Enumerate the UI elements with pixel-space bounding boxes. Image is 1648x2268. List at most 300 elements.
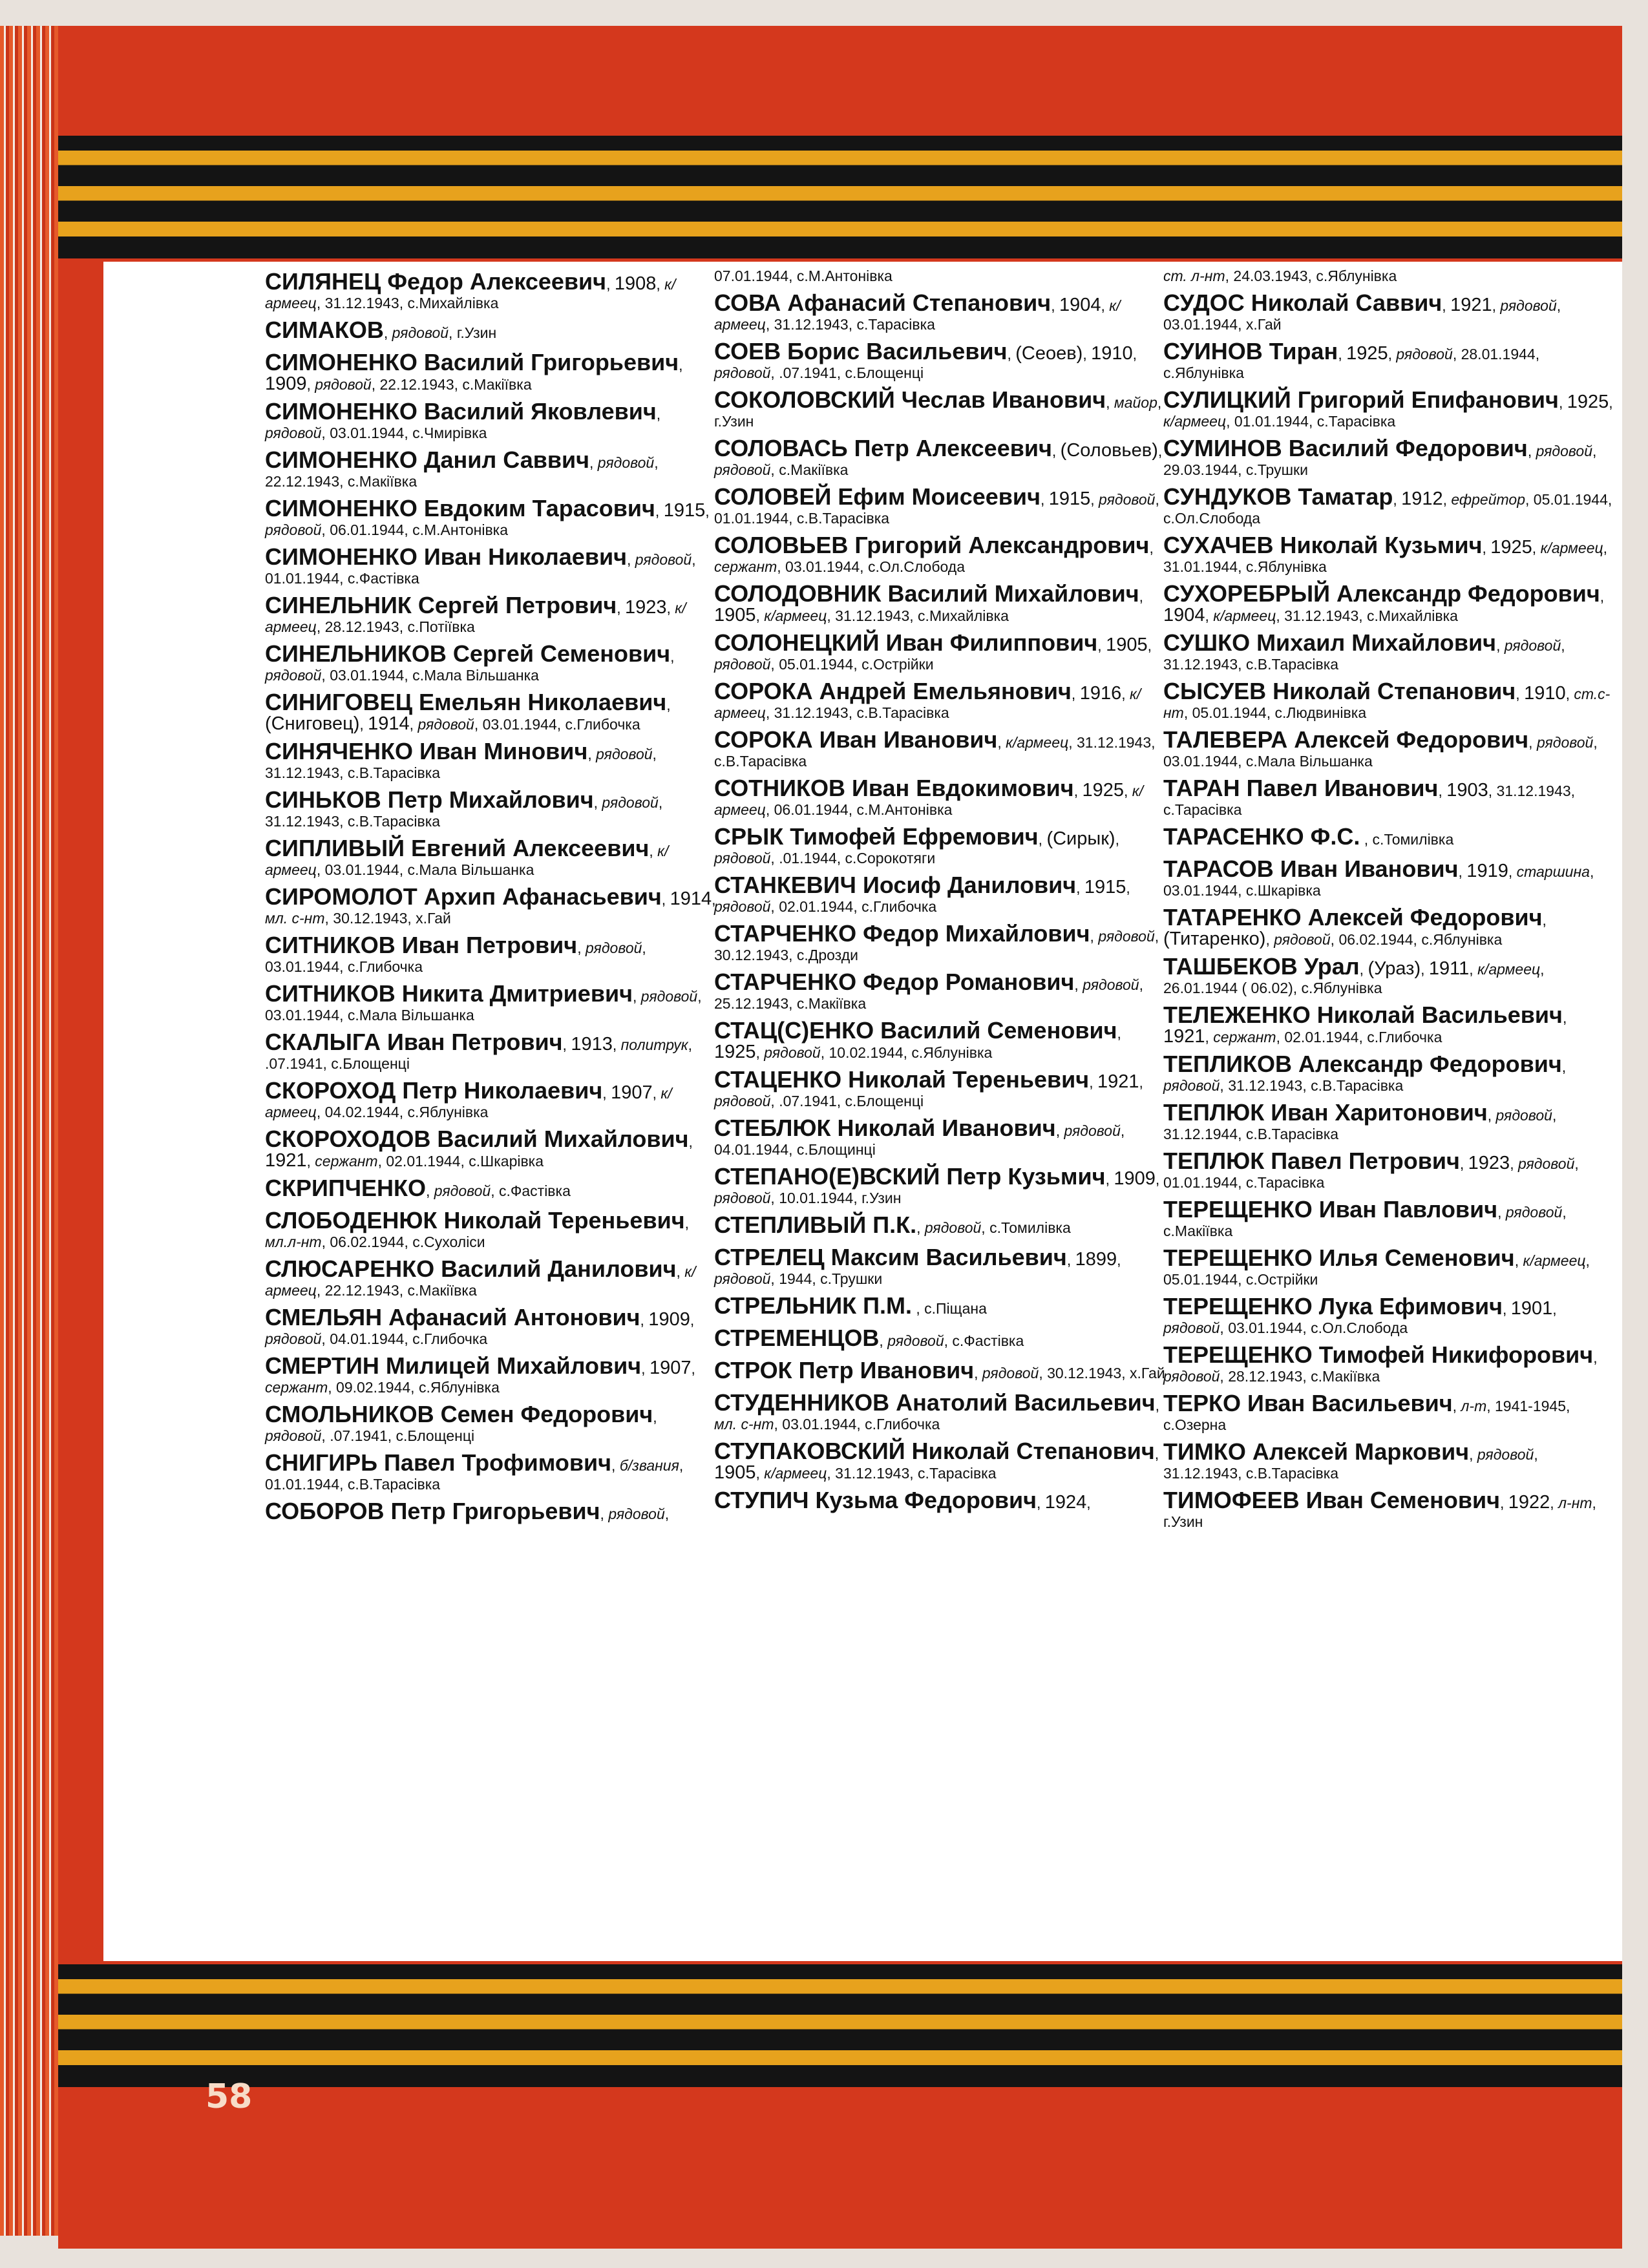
military-rank: рядовой bbox=[586, 940, 642, 956]
military-rank: ефрейтор bbox=[1451, 491, 1525, 508]
death-details: 03.01.1944, с.Мала Вільшанка bbox=[1163, 753, 1373, 770]
person-name: СИМОНЕНКО Иван Николаевич bbox=[265, 543, 627, 570]
military-rank: сержант bbox=[315, 1153, 378, 1170]
person-name: СУДОС Николай Саввич bbox=[1163, 289, 1442, 316]
person-name: СИМОНЕНКО Василий Яковлевич bbox=[265, 398, 657, 425]
person-entry: ТЕПЛЮК Иван Харитонович, рядовой, 31.12.1944, с.В.Тарасівка bbox=[1163, 1099, 1557, 1142]
person-entry: СУХОРЕБРЫЙ Александр Федорович, 1904, к/армеец, 31.12.1943, с.Михайлівка bbox=[1163, 580, 1605, 625]
person-name: ТЕПЛЮК Иван Харитонович bbox=[1163, 1099, 1488, 1126]
person-name: ТИМКО Алексей Маркович bbox=[1163, 1438, 1470, 1465]
death-details: 03.01.1944, с.Мала Вільшанка bbox=[324, 861, 534, 878]
person-entry: ТЕРЕЩЕНКО Илья Семенович, к/армеец, 05.01.1944, с.Острійки bbox=[1163, 1244, 1590, 1288]
person-name: СИНИГОВЕЦ Емельян Николаевич bbox=[265, 689, 667, 715]
death-details: 31.12.1943, с.Тарасівка bbox=[774, 316, 935, 333]
death-details: 31.12.1943, с.В.Тарасівка bbox=[1228, 1077, 1404, 1094]
person-name: СИТНИКОВ Иван Петрович bbox=[265, 932, 578, 958]
death-details: 03.01.1944, с.Глибочка bbox=[482, 716, 640, 733]
military-rank: рядовой bbox=[1477, 1446, 1534, 1463]
person-entry: ТАРАН Павел Иванович, 1903, 31.12.1943, с.Тарасівка bbox=[1163, 775, 1576, 818]
person-name: ТАРАСОВ Иван Иванович bbox=[1163, 856, 1459, 882]
military-rank: рядовой bbox=[1098, 928, 1155, 945]
death-details: 24.03.1943, с.Яблунівка bbox=[1233, 268, 1397, 284]
person-alias: (Соловьев) bbox=[1060, 440, 1158, 461]
person-entry: СТАЦЕНКО Николай Тереньевич, 1921, рядовой, .07.1941, с.Блощенці bbox=[714, 1066, 1143, 1109]
military-rank: рядовой bbox=[1274, 931, 1331, 948]
military-rank: рядовой bbox=[714, 898, 771, 915]
death-details: 02.01.1944, с.Глибочка bbox=[1284, 1029, 1442, 1045]
birth-year: 1925 bbox=[1346, 343, 1388, 364]
person-name: СОЛОДОВНИК Василий Михайлович bbox=[714, 580, 1139, 607]
person-entry: ТИМОФЕЕВ Иван Семенович, 1922, л-нт, г.Узин bbox=[1163, 1487, 1596, 1530]
military-rank: рядовой bbox=[924, 1219, 982, 1236]
person-name: СТУПИЧ Кузьма Федорович bbox=[714, 1487, 1037, 1513]
birth-year: 1915 bbox=[1084, 877, 1126, 898]
death-details: 02.01.1944, с.Шкарівка bbox=[386, 1153, 544, 1170]
person-name: СТЕБЛЮК Николай Иванович bbox=[714, 1115, 1056, 1141]
person-name: СТАЦ(С)ЕНКО Василий Семенович bbox=[714, 1017, 1117, 1044]
person-entry: ТЕРЕЩЕНКО Иван Павлович, рядовой, с.Макіївка bbox=[1163, 1196, 1567, 1239]
military-rank: сержант bbox=[714, 558, 777, 575]
person-name: СЫСУЕВ Николай Степанович bbox=[1163, 678, 1516, 704]
person-name: СОБОРОВ Петр Григорьевич bbox=[265, 1498, 600, 1524]
birth-year: 1905 bbox=[714, 605, 756, 625]
person-entry: СИМАКОВ, рядовой, г.Узин bbox=[265, 317, 497, 343]
person-entry: СТАНКЕВИЧ Иосиф Данилович, 1915, рядовой, 02.01.1944, с.Глибочка bbox=[714, 872, 1130, 915]
person-alias: (Титаренко) bbox=[1163, 929, 1266, 949]
person-name: СУХОРЕБРЫЙ Александр Федорович bbox=[1163, 580, 1600, 607]
military-rank: рядовой bbox=[434, 1182, 491, 1199]
birth-year: 1914 bbox=[368, 713, 410, 734]
person-name: СОРОКА Андрей Емельянович bbox=[714, 678, 1072, 704]
birth-year: 1910 bbox=[1524, 683, 1566, 704]
birth-year: 1911 bbox=[1428, 958, 1470, 979]
person-name: СИТНИКОВ Никита Дмитриевич bbox=[265, 980, 633, 1007]
person-entry: СОВА Афанасий Степанович, 1904, к/армеец, 31.12.1943, с.Тарасівка bbox=[714, 289, 1121, 333]
person-entry: СОЛОВЬЕВ Григорий Александрович, сержант, 03.01.1944, с.Ол.Слобода bbox=[714, 532, 1154, 575]
birth-year: 1915 bbox=[663, 500, 706, 521]
birth-year: 1916 bbox=[1079, 683, 1122, 704]
death-details: 09.02.1944, с.Яблунівка bbox=[336, 1379, 500, 1396]
death-details: 28.12.1943, с.Макіївка bbox=[1228, 1368, 1380, 1385]
person-name: СМЕЛЬЯН Афанасий Антонович bbox=[265, 1304, 640, 1330]
person-entry: СОТНИКОВ Иван Евдокимович, 1925, к/армеец, 06.01.1944, с.М.Антонівка bbox=[714, 775, 1144, 818]
person-name: СОЛОВЬЕВ Григорий Александрович bbox=[714, 532, 1150, 558]
death-details: 04.02.1944, с.Яблунівка bbox=[324, 1104, 489, 1120]
death-details: 01.01.1944, с.Тарасівка bbox=[1163, 1174, 1325, 1191]
birth-year: 1908 bbox=[614, 273, 657, 294]
person-name: ТАШБЕКОВ Урал bbox=[1163, 953, 1360, 980]
birth-year: 1923 bbox=[1468, 1153, 1510, 1173]
death-details: 31.01.1944, с.Яблунівка bbox=[1163, 558, 1327, 575]
person-name: СУЛИЦКИЙ Григорий Епифанович bbox=[1163, 386, 1559, 413]
death-details: 06.02.1944, с.Яблунівка bbox=[1338, 931, 1503, 948]
person-entry: СТУПАКОВСКИЙ Николай Степанович, 1905, к/армеец, 31.12.1943, с.Тарасівка bbox=[714, 1438, 1159, 1483]
military-rank: рядовой bbox=[265, 1330, 322, 1347]
column-2 bbox=[714, 268, 1167, 1519]
death-details: 1944, с.Трушки bbox=[779, 1270, 883, 1287]
military-rank: рядовой bbox=[1517, 1155, 1575, 1172]
person-name: СУНДУКОВ Таматар bbox=[1163, 483, 1393, 510]
military-rank: сержант bbox=[265, 1379, 328, 1396]
person-name: ТЕРЕЩЕНКО Иван Павлович bbox=[1163, 1196, 1498, 1223]
birth-year: 1903 bbox=[1446, 780, 1488, 801]
person-entry: СКАЛЫГА Иван Петрович, 1913, политрук, .07.1941, с.Блощенці bbox=[265, 1029, 693, 1072]
military-rank: майор bbox=[1114, 394, 1157, 411]
person-name: СОЕВ Борис Васильевич bbox=[714, 338, 1008, 364]
person-name: ТЕРЕЩЕНКО Тимофей Никифорович bbox=[1163, 1341, 1594, 1368]
person-entry: СОЛОВАСЬ Петр Алексеевич, (Соловьев), рядовой, с.Макіївка bbox=[714, 435, 1163, 478]
military-rank: рядовой bbox=[417, 716, 474, 733]
military-rank: рядовой bbox=[1396, 346, 1453, 362]
birth-year: 1907 bbox=[649, 1358, 692, 1378]
person-entry: СИНЬКОВ Петр Михайлович, рядовой, 31.12.1943, с.В.Тарасівка bbox=[265, 786, 663, 830]
military-rank: рядовой bbox=[1163, 1077, 1220, 1094]
person-name: СИНЕЛЬНИКОВ Сергей Семенович bbox=[265, 640, 671, 667]
birth-year: 1921 bbox=[1450, 295, 1492, 315]
death-details: 03.01.1944, с.Чмирівка bbox=[330, 425, 487, 441]
person-name: СЛОБОДЕНЮК Николай Тереньевич bbox=[265, 1207, 685, 1234]
person-name: ТЕРЕЩЕНКО Лука Ефимович bbox=[1163, 1293, 1503, 1319]
person-entry: ст. л-нт, 24.03.1943, с.Яблунівка bbox=[1163, 268, 1397, 284]
person-name: СИЛЯНЕЦ Федор Алексеевич bbox=[265, 268, 607, 295]
person-name: СЛЮСАРЕНКО Василий Данилович bbox=[265, 1255, 677, 1282]
military-rank: рядовой bbox=[265, 521, 322, 538]
military-rank: рядовой bbox=[714, 1093, 771, 1109]
birth-year: 1913 bbox=[571, 1034, 613, 1055]
death-details: 30.12.1943, х.Гай bbox=[1047, 1365, 1165, 1381]
death-details: с.Фастівка bbox=[952, 1332, 1024, 1349]
birth-year: 1922 bbox=[1508, 1492, 1550, 1513]
person-entry: СУНДУКОВ Таматар, 1912, ефрейтор, 05.01.1944, с.Ол.Слобода bbox=[1163, 483, 1612, 527]
military-rank: рядовой bbox=[608, 1506, 665, 1522]
person-name: СТУПАКОВСКИЙ Николай Степанович bbox=[714, 1438, 1155, 1464]
death-details: 03.01.1944, с.Ол.Слобода bbox=[1228, 1319, 1408, 1336]
death-details: 06.01.1944, с.М.Антонівка bbox=[774, 801, 953, 818]
birth-year: 1907 bbox=[611, 1082, 653, 1103]
person-entry: СИЛЯНЕЦ Федор Алексеевич, 1908, к/армеец, 31.12.1943, с.Михайлівка bbox=[265, 268, 676, 311]
person-name: ТЕПЛИКОВ Александр Федорович bbox=[1163, 1051, 1562, 1077]
person-entry: СУШКО Михаил Михайлович, рядовой, 31.12.1943, с.В.Тарасівка bbox=[1163, 629, 1565, 673]
military-rank: рядовой bbox=[315, 376, 372, 393]
person-name: ТАРАН Павел Иванович bbox=[1163, 775, 1439, 801]
person-name: СУШКО Михаил Михайлович bbox=[1163, 629, 1497, 656]
birth-year: 1919 bbox=[1466, 861, 1508, 881]
person-name: СОВА Афанасий Степанович bbox=[714, 289, 1051, 316]
person-entry: СТЕПАНО(Е)ВСКИЙ Петр Кузьмич, 1909, рядовой, 10.01.1944, г.Узин bbox=[714, 1163, 1160, 1206]
death-details: 10.02.1944, с.Яблунівка bbox=[829, 1044, 993, 1061]
person-entry: СИПЛИВЫЙ Евгений Алексеевич, к/армеец, 03.01.1944, с.Мала Вільшанка bbox=[265, 835, 669, 878]
person-name: СТАРЧЕНКО Федор Романович bbox=[714, 969, 1075, 995]
death-details: 30.12.1943, х.Гай bbox=[333, 910, 451, 927]
death-details: г.Узин bbox=[714, 413, 754, 430]
person-entry: СЛЮСАРЕНКО Василий Данилович, к/армеец, 22.12.1943, с.Макіївка bbox=[265, 1255, 696, 1299]
person-name: СМОЛЬНИКОВ Семен Федорович bbox=[265, 1401, 653, 1427]
military-rank: политрук bbox=[620, 1036, 688, 1053]
person-entry: ТЕПЛЮК Павел Петрович, 1923, рядовой, 01.01.1944, с.Тарасівка bbox=[1163, 1148, 1579, 1191]
person-name: СОТНИКОВ Иван Евдокимович bbox=[714, 775, 1074, 801]
person-entry bbox=[714, 268, 1167, 284]
person-entry: СОЛОНЕЦКИЙ Иван Филиппович, 1905, рядовой, 05.01.1944, с.Острійки bbox=[714, 629, 1152, 673]
person-entry: СУДОС Николай Саввич, 1921, рядовой, 03.01.1944, х.Гай bbox=[1163, 289, 1561, 333]
person-entry: СУЛИЦКИЙ Григорий Епифанович, 1925, к/армеец, 01.01.1944, с.Тарасівка bbox=[1163, 386, 1613, 430]
death-details: с.Томилівка bbox=[989, 1219, 1071, 1236]
person-entry: ТИМКО Алексей Маркович, рядовой, 31.12.1943, с.В.Тарасівка bbox=[1163, 1438, 1538, 1482]
military-rank: рядовой bbox=[714, 1270, 771, 1287]
military-rank: рядовой bbox=[714, 850, 771, 866]
military-rank: к/армеец bbox=[714, 686, 1141, 721]
birth-year: 1904 bbox=[1163, 605, 1205, 625]
person-entry: СМЕРТИН Милицей Михайлович, 1907, сержант, 09.02.1944, с.Яблунівка bbox=[265, 1352, 695, 1396]
military-rank: к/армеец bbox=[1477, 961, 1541, 978]
military-rank: к/армеец bbox=[265, 843, 669, 878]
person-name: СИРОМОЛОТ Архип Афанасьевич bbox=[265, 883, 662, 910]
person-entry: СТРЕЛЕЦ Максим Васильевич, 1899, рядовой, 1944, с.Трушки bbox=[714, 1244, 1121, 1287]
death-details: 02.01.1944, с.Глибочка bbox=[779, 898, 937, 915]
person-entry: СИТНИКОВ Никита Дмитриевич, рядовой, 03.01.1944, с.Мала Вільшанка bbox=[265, 980, 702, 1024]
death-details: .01.1944, с.Сорокотяги bbox=[779, 850, 936, 866]
death-details: 03.01.1944, с.Ол.Слобода bbox=[785, 558, 966, 575]
death-details: 31.12.1943, с.Михайлівка bbox=[324, 295, 499, 311]
person-entry: СИНЕЛЬНИК Сергей Петрович, 1923, к/армеец, 28.12.1943, с.Потіївка bbox=[265, 592, 686, 635]
person-name: СТРЕМЕНЦОВ bbox=[714, 1325, 880, 1351]
death-details: 26.01.1944 ( 06.02), с.Яблунівка bbox=[1163, 980, 1382, 996]
birth-year: 1901 bbox=[1510, 1298, 1553, 1319]
military-rank: рядовой bbox=[1536, 734, 1594, 751]
book-page bbox=[58, 26, 1622, 2249]
death-details: 31.12.1943, с.Михайлівка bbox=[1284, 607, 1458, 624]
page-number: 58 bbox=[206, 2077, 253, 2116]
death-details: г.Узин bbox=[456, 324, 497, 341]
military-rank: рядовой bbox=[1536, 443, 1593, 459]
birth-year: 1912 bbox=[1401, 488, 1443, 509]
military-rank: рядовой bbox=[635, 551, 692, 568]
person-name: ТАТАРЕНКО Алексей Федорович bbox=[1163, 904, 1543, 930]
birth-year: 1909 bbox=[1114, 1168, 1156, 1189]
birth-year: 1924 bbox=[1044, 1492, 1087, 1513]
person-entry: СИНИГОВЕЦ Емельян Николаевич, (Сниговец), 1914, рядовой, 03.01.1944, с.Глибочка bbox=[265, 689, 671, 734]
military-rank: к/армеец bbox=[265, 600, 686, 635]
person-name: СОЛОВАСЬ Петр Алексеевич bbox=[714, 435, 1052, 461]
military-rank: рядовой bbox=[1500, 297, 1557, 314]
person-name: СМЕРТИН Милицей Михайлович bbox=[265, 1352, 642, 1379]
death-details: 04.01.1944, с.Блощинці bbox=[714, 1141, 876, 1158]
person-entry: ТАТАРЕНКО Алексей Федорович, (Титаренко), рядовой, 06.02.1944, с.Яблунівка bbox=[1163, 904, 1547, 949]
person-entry: ТАЛЕВЕРА Алексей Федорович, рядовой, 03.01.1944, с.Мала Вільшанка bbox=[1163, 726, 1598, 770]
death-details: 03.01.1944, с.Шкарівка bbox=[1163, 882, 1321, 899]
person-name: ТАЛЕВЕРА Алексей Федорович bbox=[1163, 726, 1529, 753]
death-details: 01.01.1944, с.В.Тарасівка bbox=[714, 510, 890, 527]
birth-year: 1925 bbox=[1567, 392, 1609, 412]
death-details: 03.01.1944, с.Мала Вільшанка bbox=[330, 667, 539, 684]
person-entry: ТЕРЕЩЕНКО Тимофей Никифорович, рядовой, 28.12.1943, с.Макіївка bbox=[1163, 1341, 1598, 1385]
person-entry: СТАРЧЕНКО Федор Михайлович, рядовой, 30.12.1943, с.Дрозди bbox=[714, 920, 1159, 963]
column-1 bbox=[265, 268, 717, 1530]
military-rank: рядовой bbox=[714, 461, 771, 478]
death-details: 31.12.1943, с.В.Тарасівка bbox=[774, 704, 949, 721]
military-rank: л-т bbox=[1461, 1398, 1487, 1414]
military-rank: мл. с-нт bbox=[265, 910, 325, 927]
person-name: СТЕПЛИВЫЙ П.К. bbox=[714, 1212, 917, 1238]
person-entry: СУМИНОВ Василий Федорович, рядовой, 29.03.1944, с.Трушки bbox=[1163, 435, 1597, 478]
military-rank: мл. с-нт bbox=[714, 1416, 774, 1433]
death-details: г.Узин bbox=[1163, 1513, 1203, 1530]
military-rank: рядовой bbox=[887, 1332, 944, 1349]
death-details: 05.01.1944, с.Ол.Слобода bbox=[1163, 491, 1612, 527]
person-name: СИНЕЛЬНИК Сергей Петрович bbox=[265, 592, 617, 618]
person-name: СКРИПЧЕНКО bbox=[265, 1175, 427, 1201]
military-rank: к/армеец bbox=[764, 607, 827, 624]
death-details: , с.Піщана bbox=[916, 1300, 987, 1317]
person-entry: СЛОБОДЕНЮК Николай Тереньевич, мл.л-нт, 06.02.1944, с.Сухоліси bbox=[265, 1207, 689, 1250]
death-details: 03.01.1944, с.Глибочка bbox=[265, 958, 423, 975]
person-entry: СОЕВ Борис Васильевич, (Сеоев), 1910, рядовой, .07.1941, с.Блощенці bbox=[714, 338, 1137, 381]
military-rank: к/армеец bbox=[1163, 413, 1227, 430]
death-details: .07.1941, с.Блощенці bbox=[330, 1427, 475, 1444]
military-rank: к/армеец bbox=[764, 1465, 827, 1482]
death-details: 22.12.1943, с.Макіївка bbox=[379, 376, 532, 393]
person-name: СИМОНЕНКО Василий Григорьевич bbox=[265, 349, 679, 375]
person-name: ТЕРЕЩЕНКО Илья Семенович bbox=[1163, 1244, 1515, 1271]
person-name: СУМИНОВ Василий Федорович bbox=[1163, 435, 1528, 461]
military-rank: к/армеец bbox=[714, 782, 1144, 818]
person-entry: СОКОЛОВСКИЙ Чеслав Иванович, майор, г.Узин bbox=[714, 386, 1162, 430]
person-name: ТЕПЛЮК Павел Петрович bbox=[1163, 1148, 1460, 1174]
person-entry: СОЛОДОВНИК Василий Михайлович, 1905, к/армеец, 31.12.1943, с.Михайлівка bbox=[714, 580, 1144, 625]
person-entry: ТЕРКО Иван Васильевич, л-т, 1941-1945, с.Озерна bbox=[1163, 1390, 1570, 1433]
military-rank: рядовой bbox=[1163, 1368, 1220, 1385]
military-rank: к/армеец bbox=[714, 297, 1121, 333]
person-entry bbox=[1163, 823, 1616, 850]
person-name: СОЛОНЕЦКИЙ Иван Филиппович bbox=[714, 629, 1098, 656]
military-rank: рядовой bbox=[1099, 491, 1156, 508]
death-details: 03.01.1944, с.Глибочка bbox=[782, 1416, 940, 1433]
person-entry: ТАРАСОВ Иван Иванович, 1919, старшина, 03.01.1944, с.Шкарівка bbox=[1163, 856, 1594, 899]
military-rank: к/армеец bbox=[1213, 607, 1276, 624]
military-rank: старшина bbox=[1516, 863, 1590, 880]
military-rank: рядовой bbox=[602, 794, 659, 811]
person-entry: СТАРЧЕНКО Федор Романович, рядовой, 25.12.1943, с.Макіївка bbox=[714, 969, 1143, 1012]
military-rank: б/звания bbox=[619, 1457, 679, 1474]
death-details: 01.01.1944, с.Фастівка bbox=[265, 570, 419, 587]
birth-year: 1921 bbox=[265, 1150, 307, 1171]
person-entry: СИНЯЧЕНКО Иван Минович, рядовой, 31.12.1943, с.В.Тарасівка bbox=[265, 738, 657, 781]
person-name: СНИГИРЬ Павел Трофимович bbox=[265, 1449, 612, 1476]
death-details: .07.1941, с.Блощенці bbox=[265, 1055, 410, 1072]
person-name: СОКОЛОВСКИЙ Чеслав Иванович bbox=[714, 386, 1106, 413]
death-details: 10.01.1944, г.Узин bbox=[779, 1190, 902, 1206]
death-details: .07.1941, с.Блощенці bbox=[779, 1093, 924, 1109]
military-rank: рядовой bbox=[1505, 1204, 1563, 1221]
military-rank: рядовой bbox=[982, 1365, 1039, 1381]
birth-year: 1921 bbox=[1097, 1071, 1139, 1092]
person-entry: ТЕЛЕЖЕНКО Николай Васильевич, 1921, сержант, 02.01.1944, с.Глибочка bbox=[1163, 1002, 1567, 1047]
birth-year: 1921 bbox=[1163, 1026, 1205, 1047]
memorial-list bbox=[103, 262, 1622, 1961]
person-name: СТАРЧЕНКО Федор Михайлович bbox=[714, 920, 1090, 947]
person-name: СТАНКЕВИЧ Иосиф Данилович bbox=[714, 872, 1077, 898]
person-entry: СТЕПЛИВЫЙ П.К., рядовой, с.Томилівка bbox=[714, 1212, 1071, 1238]
death-details: 28.12.1943, с.Потіївка bbox=[324, 618, 475, 635]
person-entry: СИМОНЕНКО Евдоким Тарасович, 1915, рядовой, 06.01.1944, с.М.Антонівка bbox=[265, 495, 710, 538]
person-entry: СТРЕМЕНЦОВ, рядовой, с.Фастівка bbox=[714, 1325, 1024, 1351]
person-entry: ТАШБЕКОВ Урал, (Ураз), 1911, к/армеец, 26.01.1944 ( 06.02), с.Яблунівка bbox=[1163, 953, 1545, 996]
person-name: СТРОК Петр Иванович bbox=[714, 1357, 975, 1383]
death-details: 30.12.1943, с.Дрозди bbox=[714, 947, 858, 963]
death-details: 01.01.1944, с.Тарасівка bbox=[1234, 413, 1396, 430]
death-details: 22.12.1943, с.Макіївка bbox=[324, 1282, 477, 1299]
person-name: СУХАЧЕВ Николай Кузьмич bbox=[1163, 532, 1483, 558]
death-details: 31.12.1943, с.Михайлівка bbox=[835, 607, 1009, 624]
person-entry: СТЕБЛЮК Николай Иванович, рядовой, 04.01.1944, с.Блощинці bbox=[714, 1115, 1125, 1158]
death-details: 31.12.1943, с.В.Тарасівка bbox=[1163, 1465, 1339, 1482]
person-entry: СМЕЛЬЯН Афанасий Антонович, 1909, рядовой, 04.01.1944, с.Глибочка bbox=[265, 1304, 695, 1347]
person-entry: СОРОКА Иван Иванович, к/армеец, 31.12.1943, с.В.Тарасівка bbox=[714, 726, 1156, 770]
death-details: 31.12.1943, с.В.Тарасівка bbox=[1163, 656, 1339, 673]
person-name: ТАРАСЕНКО Ф.С. bbox=[1163, 823, 1360, 850]
birth-year: 1925 bbox=[1490, 537, 1532, 558]
death-details: 31.12.1943, с.Тарасівка bbox=[835, 1465, 997, 1482]
person-entry: СИМОНЕНКО Василий Яковлевич, рядовой, 03.01.1944, с.Чмирівка bbox=[265, 398, 661, 441]
military-rank: ст.с-нт bbox=[1163, 686, 1611, 721]
military-rank: сержант bbox=[1213, 1029, 1276, 1045]
birth-year: 1925 bbox=[1082, 780, 1124, 801]
death-details: с.Макіївка bbox=[1163, 1223, 1233, 1239]
person-entry: ТЕРЕЩЕНКО Лука Ефимович, 1901, рядовой, 03.01.1944, с.Ол.Слобода bbox=[1163, 1293, 1557, 1336]
person-entry: СОРОКА Андрей Емельянович, 1916, к/армеец, 31.12.1943, с.В.Тарасівка bbox=[714, 678, 1141, 721]
person-entry: СТУДЕННИКОВ Анатолий Васильевич, мл. с-нт, 03.01.1944, с.Глибочка bbox=[714, 1389, 1160, 1433]
person-entry: СРЫК Тимофей Ефремович, (Сирык), рядовой, .01.1944, с.Сорокотяги bbox=[714, 823, 1119, 866]
person-name: СУИНОВ Тиран bbox=[1163, 338, 1338, 364]
military-rank: рядовой bbox=[265, 667, 322, 684]
person-name: СКОРОХОДОВ Василий Михайлович bbox=[265, 1126, 689, 1152]
person-name: ТЕРКО Иван Васильевич bbox=[1163, 1390, 1453, 1416]
person-name: СИНЬКОВ Петр Михайлович bbox=[265, 786, 594, 813]
person-entry: СИНЕЛЬНИКОВ Сергей Семенович, рядовой, 03.01.1944, с.Мала Вільшанка bbox=[265, 640, 675, 684]
military-rank: рядовой bbox=[714, 364, 771, 381]
death-details: 28.01.1944, с.Яблунівка bbox=[1163, 346, 1540, 381]
st-george-ribbon-top bbox=[58, 136, 1622, 258]
death-details: 06.01.1944, с.М.Антонівка bbox=[330, 521, 509, 538]
death-details: 07.01.1944, с.М.Антонівка bbox=[714, 268, 893, 284]
death-details: 25.12.1943, с.Макіївка bbox=[714, 995, 867, 1012]
death-details: с.Макіївка bbox=[779, 461, 849, 478]
person-name: СИМОНЕНКО Данил Саввич bbox=[265, 446, 590, 473]
military-rank: к/армеец bbox=[265, 1263, 696, 1299]
person-entry: СИРОМОЛОТ Архип Афанасьевич, 1914, мл. с-нт, 30.12.1943, х.Гай bbox=[265, 883, 716, 927]
st-george-ribbon-bottom bbox=[58, 1964, 1622, 2087]
person-entry: СМОЛЬНИКОВ Семен Федорович, рядовой, .07.1941, с.Блощенці bbox=[265, 1401, 657, 1444]
military-rank: рядовой bbox=[1163, 1319, 1220, 1336]
person-name: СТАЦЕНКО Николай Тереньевич bbox=[714, 1066, 1090, 1093]
military-rank: к/армеец bbox=[265, 1085, 672, 1120]
person-entry: СНИГИРЬ Павел Трофимович, б/звания, 01.01.1944, с.В.Тарасівка bbox=[265, 1449, 684, 1493]
death-details: .07.1941, с.Блощенці bbox=[779, 364, 924, 381]
person-name: СТУДЕННИКОВ Анатолий Васильевич bbox=[714, 1389, 1156, 1416]
person-entry: СОБОРОВ Петр Григорьевич, рядовой, bbox=[265, 1498, 670, 1524]
person-entry: СТРОК Петр Иванович, рядовой, 30.12.1943, х.Гай bbox=[714, 1357, 1165, 1383]
death-details: 31.12.1943, с.В.Тарасівка bbox=[714, 734, 1156, 770]
person-entry: СКОРОХОД Петр Николаевич, 1907, к/армеец, 04.02.1944, с.Яблунівка bbox=[265, 1077, 672, 1120]
death-details: 03.01.1944, х.Гай bbox=[1163, 316, 1282, 333]
birth-year: 1905 bbox=[714, 1462, 756, 1483]
column-3 bbox=[1163, 268, 1616, 1535]
death-details: 04.01.1944, с.Глибочка bbox=[330, 1330, 488, 1347]
person-name: СИПЛИВЫЙ Евгений Алексеевич bbox=[265, 835, 650, 861]
military-rank: ст. л-нт bbox=[1163, 268, 1225, 284]
person-name: СТРЕЛЬНИК П.М. bbox=[714, 1292, 912, 1319]
death-details: , с.Томилівка bbox=[1364, 831, 1454, 848]
person-name: СОЛОВЕЙ Ефим Моисеевич bbox=[714, 483, 1041, 510]
